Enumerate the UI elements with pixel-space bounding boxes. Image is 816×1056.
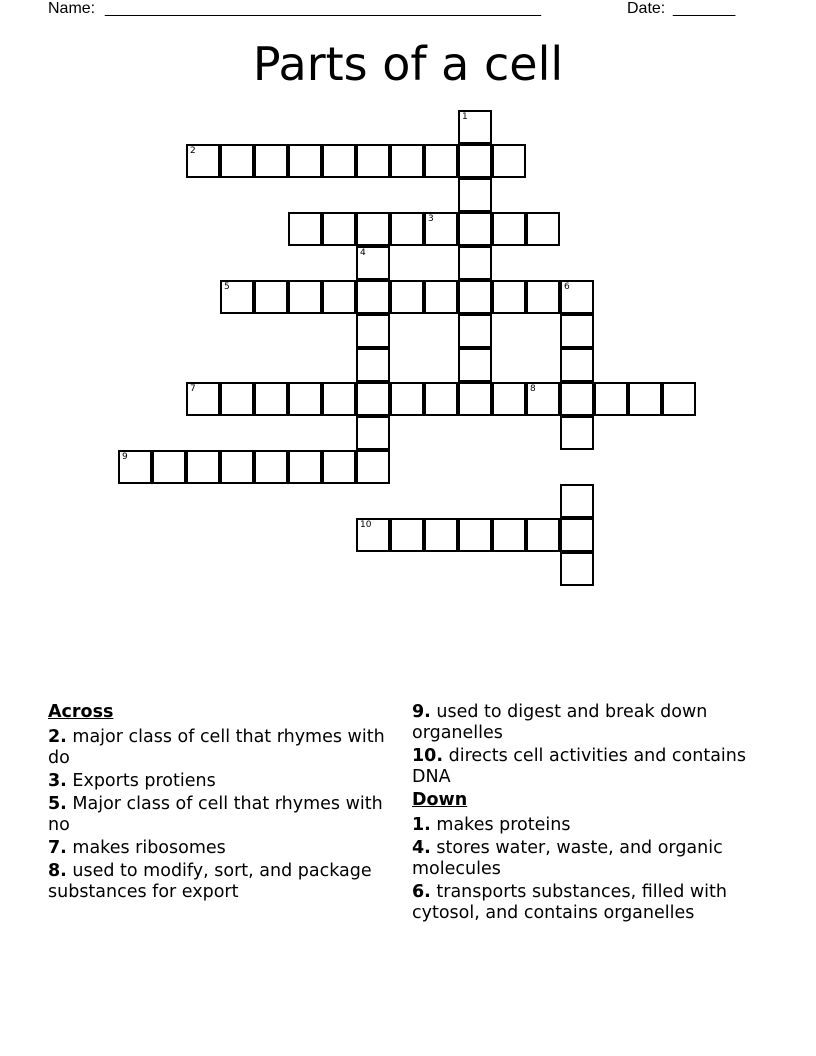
clue-across-3: 3. Exports protiens	[48, 771, 216, 791]
page-title: Parts of a cell	[252, 37, 564, 91]
crossword-cell[interactable]	[390, 280, 424, 314]
crossword-cell[interactable]	[118, 450, 152, 484]
crossword-cell[interactable]	[220, 144, 254, 178]
clue-number: 10	[360, 520, 372, 530]
crossword-cell[interactable]	[492, 280, 526, 314]
crossword-cell[interactable]	[424, 212, 458, 246]
crossword-cell[interactable]	[254, 280, 288, 314]
name-blank[interactable]: _________________________________________________	[105, 0, 542, 17]
crossword-cell[interactable]	[560, 382, 594, 416]
crossword-cell[interactable]	[526, 212, 560, 246]
clue-number: 2	[190, 146, 196, 156]
crossword-cell[interactable]	[322, 212, 356, 246]
crossword-cell[interactable]	[526, 382, 560, 416]
crossword-cell[interactable]	[288, 144, 322, 178]
clue-down-1: 1. makes proteins	[412, 815, 571, 835]
crossword-cell[interactable]	[356, 518, 390, 552]
date-blank[interactable]: _______	[673, 0, 736, 17]
crossword-cell[interactable]	[220, 280, 254, 314]
crossword-cell[interactable]	[492, 518, 526, 552]
crossword-cell[interactable]	[492, 144, 526, 178]
crossword-cell[interactable]	[186, 144, 220, 178]
crossword-cell[interactable]	[356, 246, 390, 280]
crossword-cell[interactable]	[560, 348, 594, 382]
clue-across-10: 10. directs cell activities and contains DNA	[412, 746, 746, 787]
crossword-cell[interactable]	[356, 416, 390, 450]
clue-down-6: 6. transports substances, filled with cytosol, and contains organelles	[412, 882, 728, 923]
crossword-cell[interactable]	[288, 450, 322, 484]
crossword-cell[interactable]	[390, 518, 424, 552]
crossword-cell[interactable]	[186, 382, 220, 416]
crossword-cell[interactable]	[186, 450, 220, 484]
crossword-cell[interactable]	[458, 518, 492, 552]
crossword-cell[interactable]	[288, 280, 322, 314]
crossword-cell[interactable]	[254, 144, 288, 178]
name-label: Name:	[48, 0, 96, 17]
crossword-cell[interactable]	[288, 382, 322, 416]
clue-number: 1	[462, 112, 468, 122]
clue-number: 3	[428, 214, 434, 224]
crossword-cell[interactable]	[322, 280, 356, 314]
crossword-cell[interactable]	[152, 450, 186, 484]
crossword-cell[interactable]	[356, 144, 390, 178]
crossword-cell[interactable]	[254, 382, 288, 416]
clue-number: 6	[564, 282, 570, 292]
crossword-cell[interactable]	[356, 280, 390, 314]
crossword-cell[interactable]	[526, 280, 560, 314]
crossword-cell[interactable]	[424, 144, 458, 178]
crossword-cell[interactable]	[458, 110, 492, 144]
crossword-cell[interactable]	[322, 144, 356, 178]
crossword-cell[interactable]	[322, 450, 356, 484]
crossword-cell[interactable]	[560, 518, 594, 552]
crossword-cell[interactable]	[322, 382, 356, 416]
crossword-cell[interactable]	[356, 450, 390, 484]
crossword-cell[interactable]	[356, 212, 390, 246]
crossword-cell[interactable]	[458, 280, 492, 314]
crossword-cell[interactable]	[458, 212, 492, 246]
crossword-cell[interactable]	[356, 382, 390, 416]
clue-across-9: 9. used to digest and break down organelles	[412, 702, 708, 743]
clue-number: 7	[190, 384, 196, 394]
crossword-cell[interactable]	[458, 144, 492, 178]
crossword-cell[interactable]	[560, 552, 594, 586]
crossword-cell[interactable]	[492, 382, 526, 416]
crossword-cell[interactable]	[458, 314, 492, 348]
clues-column-left	[48, 702, 388, 905]
crossword-cell[interactable]	[560, 484, 594, 518]
clue-number: 9	[122, 452, 128, 462]
crossword-cell[interactable]	[424, 518, 458, 552]
crossword-cell[interactable]	[390, 212, 424, 246]
crossword-cell[interactable]	[594, 382, 628, 416]
crossword-cell[interactable]	[458, 348, 492, 382]
crossword-cell[interactable]	[628, 382, 662, 416]
crossword-cell[interactable]	[560, 314, 594, 348]
clue-number: 5	[224, 282, 230, 292]
across-heading: Across	[48, 702, 114, 722]
crossword-cell[interactable]	[220, 450, 254, 484]
crossword-cell[interactable]	[424, 280, 458, 314]
clue-number: 8	[530, 384, 536, 394]
crossword-cell[interactable]	[526, 518, 560, 552]
crossword-cell[interactable]	[458, 382, 492, 416]
clue-across-8: 8. used to modify, sort, and package substances for export	[48, 861, 372, 902]
clue-across-7: 7. makes ribosomes	[48, 838, 226, 858]
crossword-cell[interactable]	[458, 178, 492, 212]
down-heading: Down	[412, 790, 468, 810]
crossword-cell[interactable]	[492, 212, 526, 246]
crossword-cell[interactable]	[254, 450, 288, 484]
crossword-cell[interactable]	[560, 416, 594, 450]
crossword-cell[interactable]	[356, 314, 390, 348]
clue-across-5: 5. Major class of cell that rhymes with no	[48, 794, 383, 835]
crossword-cell[interactable]	[220, 382, 254, 416]
clue-down-4: 4. stores water, waste, and organic molecules	[412, 838, 723, 879]
crossword-cell[interactable]	[390, 382, 424, 416]
crossword-cell[interactable]	[356, 348, 390, 382]
clues-column-right	[412, 702, 772, 926]
date-label: Date:	[627, 0, 666, 17]
crossword-cell[interactable]	[560, 280, 594, 314]
crossword-cell[interactable]	[458, 246, 492, 280]
crossword-cell[interactable]	[424, 382, 458, 416]
crossword-cell[interactable]	[288, 212, 322, 246]
clue-number: 4	[360, 248, 366, 258]
clue-across-2: 2. major class of cell that rhymes with do	[48, 727, 385, 768]
crossword-cell[interactable]	[390, 144, 424, 178]
crossword-cell[interactable]	[662, 382, 696, 416]
